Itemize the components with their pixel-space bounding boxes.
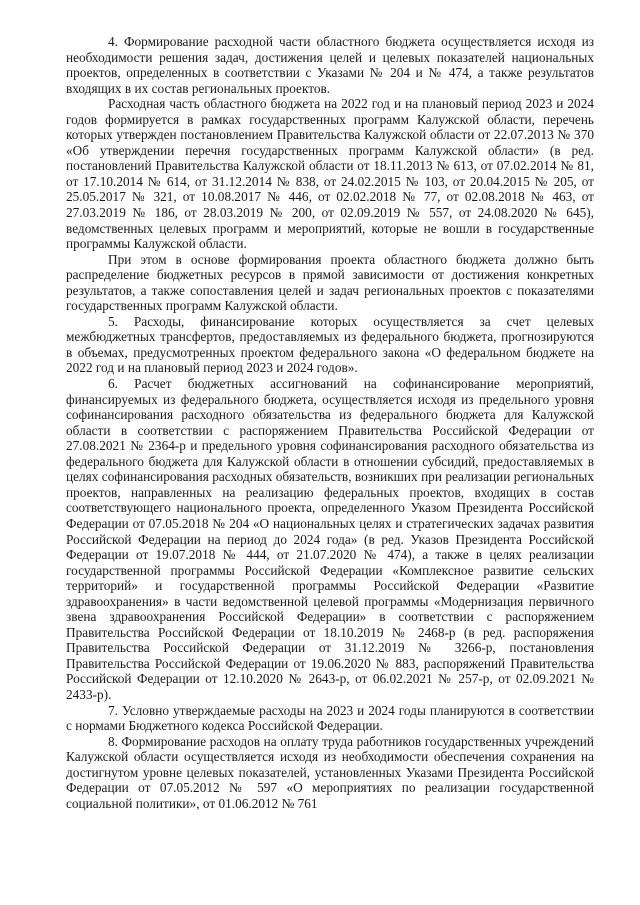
paragraph-4: 4. Формирование расходной части областного бюджета осуществляется исходя из необходимости решения задач, достижения целей и целевых показателей национальных проектов, определенных в соответствии с Указами № 204 и № 474, а также результатов входящих в их состав региональных проектов. (66, 34, 594, 96)
paragraph-8: 8. Формирование расходов на оплату труда работников государственных учреждений Калужской области осуществляется исходя из необходимости обеспечения сохранения на достигнутом уровне целевых показателей, установленных Указами Президента Российской Федерации от 07.05.2012 № 597 «О мероприятиях по реализации государственной социальной политики», от 01.06.2012 № 761 (66, 733, 594, 811)
paragraph-5: 5. Расходы, финансирование которых осуществляется за счет целевых межбюджетных трансфертов, предоставляемых из федерального бюджета, прогнозируются в объемах, предусмотренных проектом федерального закона «О федеральном бюджете на 2022 год и на плановый период 2023 и 2024 годов». (66, 313, 594, 376)
paragraph-6: 6. Расчет бюджетных ассигнований на софинансирование мероприятий, финансируемых из федерального бюджета, осуществляется исходя из предельного уровня софинансирования расходного обязательства из федерального бюджета для Калужской области в соответствии с распоряжением Правительства Российской Федерации от 27.08.2021 № 2364-р и предельного уровня софинансирования расходного обязательства из федерального бюджета для Калужской области в отношении субсидий, предоставляемых в целях софинансирования расходных обязательств, возникших при реализации региональных проектов, направленных на реализацию федеральных проектов, входящих в состав соответствующего национального проекта, определенного Указом Президента Российской Федерации от 07.05.2018 № 204 «О национальных целях и стратегических задачах развития Российской Федерации на период до 2024 года» (в ред. Указов Президента Российской Федерации от 19.07.2018 № 444, от 21.07.2020 № 474), а также в целях реализации государственной программы Российской Федерации «Комплексное развитие сельских территорий» и государственной программы Российской Федерации «Развитие здравоохранения» в части ведомственной целевой программы «Модернизация первичного звена здравоохранения Российской Федерации» в соответствии с распоряжением Правительства Российской Федерации от 18.10.2019 № 2468-р (в ред. распоряжения Правительства Российской Федерации от 31.12.2019 № 3266-р, постановления Правительства Российской Федерации от 19.06.2020 № 883, распоряжений Правительства Российской Федерации от 12.10.2020 № 2643-р, от 06.02.2021 № 257-р, от 02.09.2021 № 2433-р). (66, 376, 594, 702)
document-page (66, 34, 594, 811)
paragraph-7: 7. Условно утверждаемые расходы на 2023 и 2024 годы планируются в соответствии с нормами Бюджетного кодекса Российской Федерации. (66, 702, 594, 734)
paragraph-resource-distribution: При этом в основе формирования проекта областного бюджета должно быть распределение бюджетных ресурсов в прямой зависимости от достижения конкретных результатов, а также сопоставления целей и задач региональных проектов с показателями государственных программ Калужской области. (66, 251, 594, 314)
paragraph-budget-programs: Расходная часть областного бюджета на 2022 год и на плановый период 2023 и 2024 годов формируется в рамках государственных программ Калужской области, перечень которых утвержден постановлением Правительства Калужской области от 22.07.2013 № 370 «Об утверждении перечня государственных программ Калужской области» (в ред. постановлений Правительства Калужской области от 18.11.2013 № 613, от 07.02.2014 № 81, от 17.10.2014 № 614, от 31.12.2014 № 838, от 24.02.2015 № 103, от 20.04.2015 № 205, от 25.05.2017 № 321, от 10.08.2017 № 446, от 02.02.2018 № 77, от 02.08.2018 № 463, от 27.03.2019 № 186, от 28.03.2019 № 200, от 02.09.2019 № 557, от 24.08.2020 № 645), ведомственных целевых программ и мероприятий, которые не вошли в государственные программы Калужской области. (66, 96, 594, 252)
